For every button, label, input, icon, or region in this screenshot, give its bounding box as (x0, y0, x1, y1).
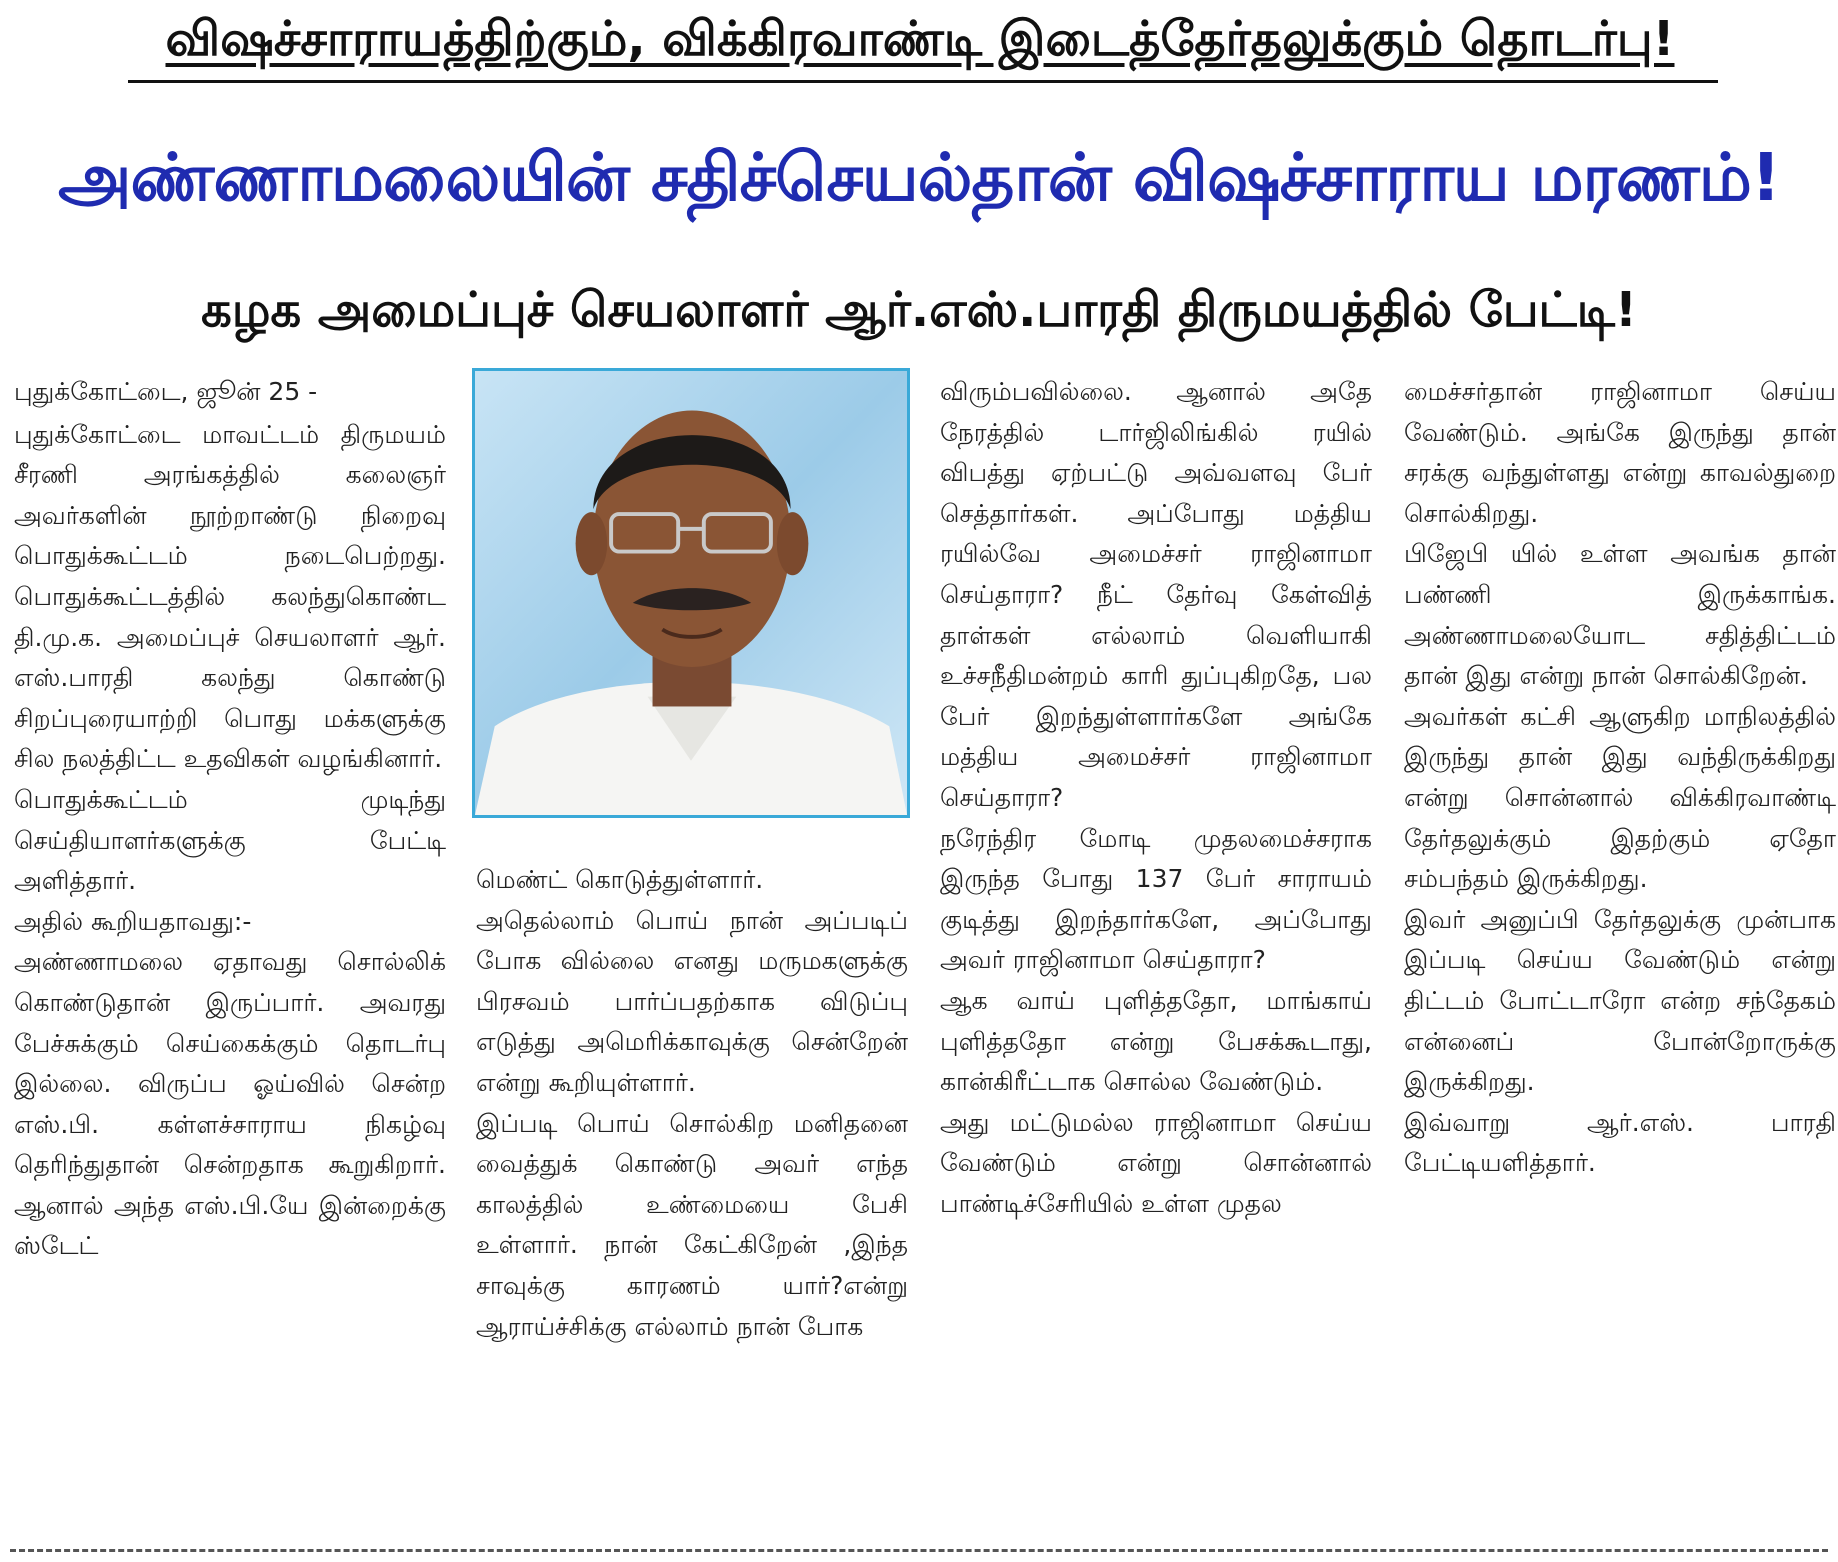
paragraph: ஆக வாய் புளித்ததோ, மாங்காய் புளித்ததோ என்று பேசக்கூடாது, கான்கிரீட்டாக சொல்ல வேண்டும். (940, 985, 1372, 1097)
dateline: புதுக்கோட்டை, ஜூன் 25 - (14, 377, 318, 406)
paragraph: பிஜேபி யில் உள்ள அவங்க தான் பண்ணி இருக்காங்க. அண்ணாமலையோட சதித்திட்டம் தான் இது என்று நான் சொல்கிறேன். (1404, 539, 1836, 691)
article-column-4 (1404, 372, 1836, 1544)
article-column-2 (476, 860, 908, 1544)
page-bottom-divider (10, 1549, 1828, 1552)
paragraph: அதில் கூறியதாவது:- (14, 906, 252, 936)
article-column-1 (14, 372, 446, 1544)
paragraph: அது மட்டுமல்ல ராஜினாமா செய்ய வேண்டும் என்று சொன்னால் பாண்டிச்சேரியில் உள்ள முதல (940, 1107, 1372, 1218)
paragraph: மெண்ட் கொடுத்துள்ளார். (476, 865, 764, 894)
paragraph: பொதுக்கூட்டம் முடிந்து செய்தியாளர்களுக்கு பேட்டி அளித்தார். (14, 784, 446, 896)
paragraph: மைச்சர்தான் ராஜினாமா செய்ய வேண்டும். அங்கே இருந்து தான் சரக்கு வந்துள்ளது என்று காவல்துறை சொல்கிறது. (1404, 377, 1836, 528)
kicker-underline (128, 80, 1718, 83)
paragraph: அவர்கள் கட்சி ஆளுகிற மாநிலத்தில் இருந்து தான் இது வந்திருக்கிறது என்று சொன்னால் விக்கிரவாண்டி தேர்தலுக்கும் இதற்கும் ஏதோ சம்பந்தம் இருக்கிறது. (1404, 701, 1836, 894)
paragraph: விரும்பவில்லை. ஆனால் அதே நேரத்தில் டார்ஜிலிங்கில் ரயில் விபத்து ஏற்பட்டு அவ்வளவு பேர் செத்தார்கள். அப்போது மத்திய ரயில்வே அமைச்சர் ராஜினாமா செய்தாரா? நீட் தேர்வு கேள்வித் தாள்கள் எல்லாம் வெளியாகி உச்சநீதிமன்றம் காரி துப்புகிறதே, பல பேர் இறந்துள்ளார்களே அங்கே மத்திய அமைச்சர் ராஜினாமா செய்தாரா? (940, 377, 1372, 812)
paragraph: அண்ணாமலை ஏதாவது சொல்லிக் கொண்டுதான் இருப்பார். அவரது பேச்சுக்கும் செய்கைக்கும் தொடர்பு இல்லை. விருப்ப ஓய்வில் சென்ற எஸ்.பி. கள்ளச்சாராய நிகழ்வு தெரிந்துதான் சென்றதாக கூறுகிறார். ஆனால் அந்த எஸ்.பி.யே இன்றைக்கு ஸ்டேட் (14, 947, 446, 1261)
sub-headline: கழக அமைப்புச் செயலாளர் ஆர்.எஸ்.பாரதி திருமயத்தில் பேட்டி! (201, 282, 1637, 338)
paragraph: நரேந்திர மோடி முதலமைச்சராக இருந்த போது 137 பேர் சாராயம் குடித்து இறந்தார்களே, அப்போது அவர் ராஜினாமா செய்தாரா? (940, 823, 1372, 975)
kicker-headline: விஷச்சாராயத்திற்கும், விக்கிரவாண்டி இடைத்தேர்தலுக்கும் தொடர்பு! (165, 11, 1675, 67)
paragraph: இவர் அனுப்பி தேர்தலுக்கு முன்பாக இப்படி செய்ய வேண்டும் என்று திட்டம் போட்டாரோ என்ற சந்தேகம் என்னைப் போன்றோருக்கு இருக்கிறது. (1404, 904, 1836, 1097)
paragraph: இவ்வாறு ஆர்.எஸ். பாரதி பேட்டியளித்தார். (1404, 1107, 1836, 1178)
portrait-photo (472, 368, 910, 818)
portrait-illustration (475, 371, 907, 815)
article-column-3 (940, 372, 1372, 1544)
paragraph: புதுக்கோட்டை மாவட்டம் திருமயம் சீரணி அரங்கத்தில் கலைஞர் அவர்களின் நூற்றாண்டு நிறைவு பொதுக்கூட்டம் நடைபெற்றது. பொதுக்கூட்டத்தில் கலந்துகொண்ட தி.மு.க. அமைப்புச் செயலாளர் ஆர். எஸ்.பாரதி கலந்து கொண்டு சிறப்புரையாற்றி பொது மக்களுக்கு சில நலத்திட்ட உதவிகள் வழங்கினார். (14, 419, 446, 774)
paragraph: இப்படி பொய் சொல்கிற மனிதனை வைத்துக் கொண்டு அவர் எந்த காலத்தில் உண்மையை பேசி உள்ளார். நான் கேட்கிறேன் ,இந்த சாவுக்கு காரணம் யார்?என்று ஆராய்ச்சிக்கு எல்லாம் நான் போக (476, 1108, 908, 1341)
paragraph: அதெல்லாம் பொய் நான் அப்படிப் போக வில்லை எனது மருமகளுக்கு பிரசவம் பார்ப்பதற்காக விடுப்பு எடுத்து அமெரிக்காவுக்கு சென்றேன் என்று கூறியுள்ளார். (476, 905, 908, 1097)
main-headline: அண்ணாமலையின் சதிச்செயல்தான் விஷச்சாராய மரணம்! (58, 139, 1780, 216)
